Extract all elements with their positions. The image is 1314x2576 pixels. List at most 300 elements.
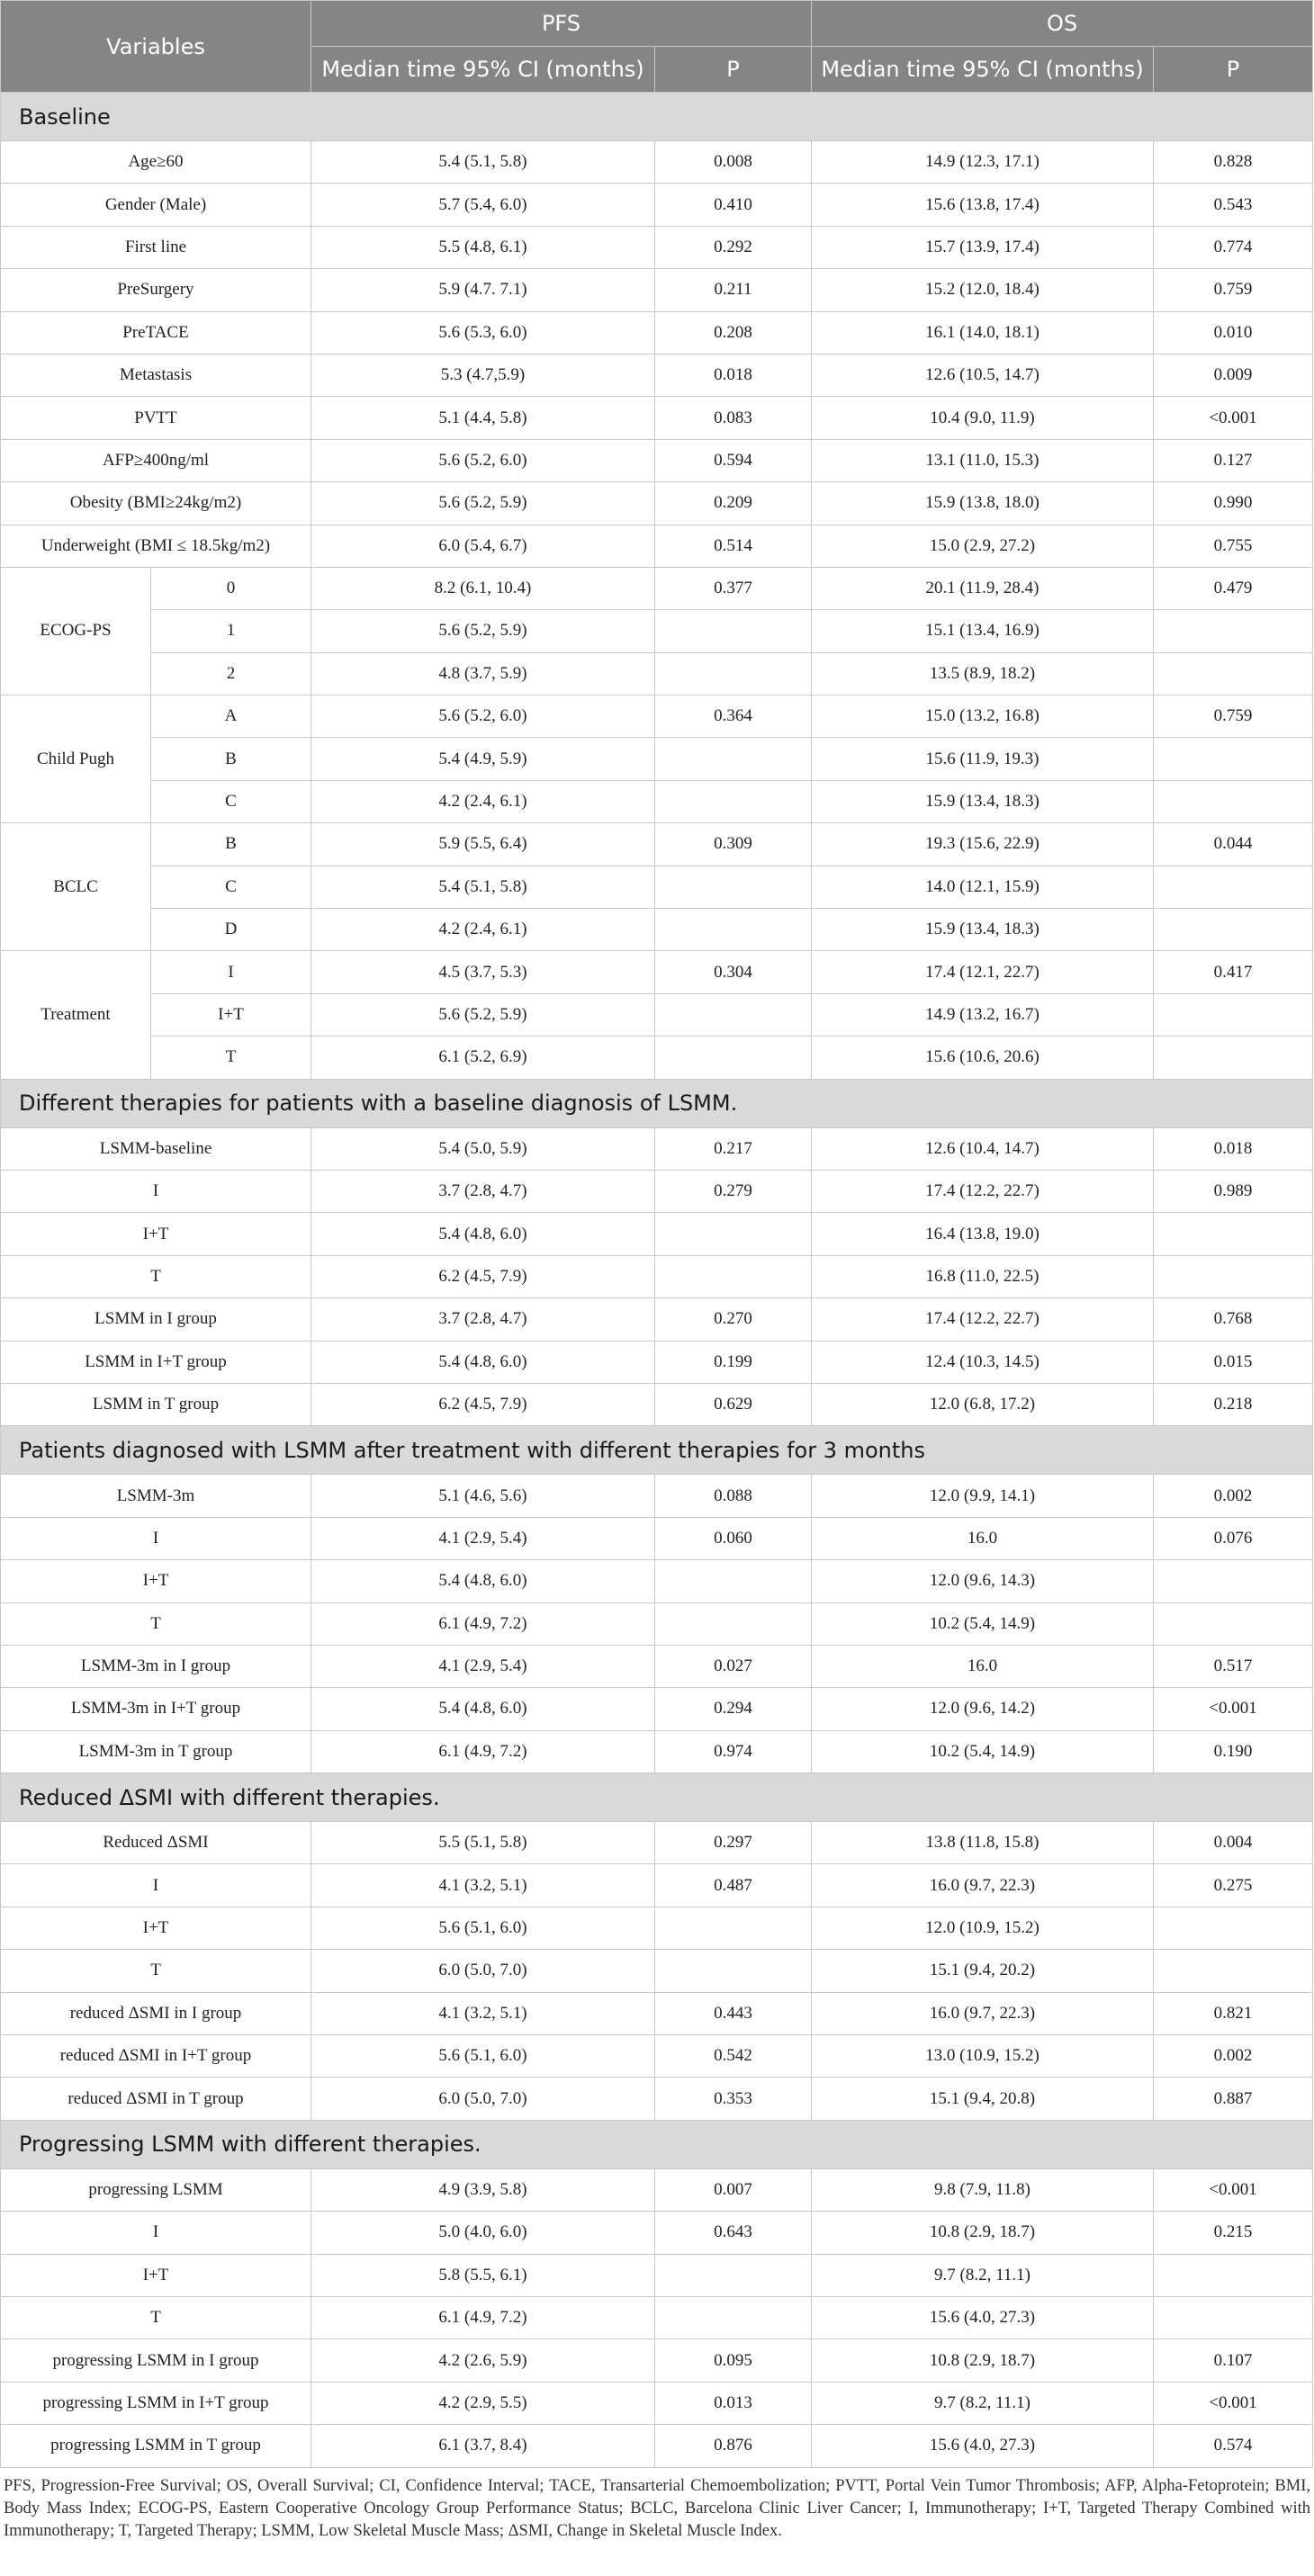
table-row bbox=[1, 1992, 1313, 2034]
table-row bbox=[1, 2382, 1313, 2424]
os-p-cell: <0.001 bbox=[1154, 1688, 1313, 1730]
os-p-cell bbox=[1154, 738, 1313, 780]
os-median-cell: 16.0 (9.7, 22.3) bbox=[812, 1992, 1154, 2034]
pfs-median-cell: 5.9 (5.5, 6.4) bbox=[311, 823, 655, 866]
pfs-p-cell: 0.292 bbox=[655, 226, 812, 268]
os-median-cell: 16.0 bbox=[812, 1645, 1154, 1687]
pfs-median-cell: 5.6 (5.2, 5.9) bbox=[311, 482, 655, 525]
pfs-p-cell: 0.304 bbox=[655, 951, 812, 993]
pfs-median-cell: 5.4 (5.1, 5.8) bbox=[311, 866, 655, 908]
os-p-cell: 0.574 bbox=[1154, 2425, 1313, 2467]
os-median-cell: 10.2 (5.4, 14.9) bbox=[812, 1602, 1154, 1645]
os-median-cell: 15.6 (11.9, 19.3) bbox=[812, 738, 1154, 780]
table-row bbox=[1, 2254, 1313, 2296]
table-row bbox=[1, 2035, 1313, 2078]
pfs-p-cell bbox=[655, 738, 812, 780]
os-p-cell: 0.821 bbox=[1154, 1992, 1313, 2034]
variable-label: Age≥60 bbox=[1, 141, 311, 184]
pfs-median-cell: 4.2 (2.6, 5.9) bbox=[311, 2339, 655, 2382]
pfs-median-cell: 5.6 (5.3, 6.0) bbox=[311, 311, 655, 354]
os-p-cell bbox=[1154, 1950, 1313, 1992]
table-row bbox=[1, 1645, 1313, 1687]
pfs-median-cell: 4.1 (2.9, 5.4) bbox=[311, 1517, 655, 1559]
os-median-cell: 10.8 (2.9, 18.7) bbox=[812, 2339, 1154, 2382]
table-row bbox=[1, 1864, 1313, 1907]
os-median-cell: 15.9 (13.4, 18.3) bbox=[812, 909, 1154, 951]
os-median-cell: 14.9 (12.3, 17.1) bbox=[812, 141, 1154, 184]
pfs-p-cell bbox=[655, 1255, 812, 1297]
os-median-cell: 15.6 (4.0, 27.3) bbox=[812, 2296, 1154, 2338]
os-p-cell bbox=[1154, 1037, 1313, 1079]
os-p-cell: 0.989 bbox=[1154, 1170, 1313, 1212]
header-os: OS bbox=[812, 1, 1313, 47]
variable-label: I bbox=[1, 2212, 311, 2254]
subgroup-label: I+T bbox=[151, 993, 311, 1036]
table-row bbox=[1, 1688, 1313, 1730]
variable-label: I+T bbox=[1, 2254, 311, 2296]
os-median-cell: 12.6 (10.4, 14.7) bbox=[812, 1127, 1154, 1170]
pfs-p-cell: 0.013 bbox=[655, 2382, 812, 2424]
table-row bbox=[1, 141, 1313, 184]
table-row bbox=[1, 1213, 1313, 1255]
table-row bbox=[1, 1950, 1313, 1992]
os-p-cell bbox=[1154, 610, 1313, 652]
pfs-p-cell: 0.027 bbox=[655, 1645, 812, 1687]
pfs-median-cell: 5.6 (5.2, 6.0) bbox=[311, 696, 655, 738]
pfs-p-cell: 0.208 bbox=[655, 311, 812, 354]
os-p-cell bbox=[1154, 652, 1313, 695]
os-median-cell: 15.1 (13.4, 16.9) bbox=[812, 610, 1154, 652]
table-row bbox=[1, 525, 1313, 567]
os-p-cell: 0.044 bbox=[1154, 823, 1313, 866]
table-row bbox=[1, 1037, 1313, 1079]
pfs-p-cell bbox=[655, 2254, 812, 2296]
section-title: Reduced ΔSMI with different therapies. bbox=[1, 1773, 1313, 1822]
pfs-p-cell: 0.217 bbox=[655, 1127, 812, 1170]
table-row bbox=[1, 1170, 1313, 1212]
os-median-cell: 14.0 (12.1, 15.9) bbox=[812, 866, 1154, 908]
os-median-cell: 16.0 bbox=[812, 1517, 1154, 1559]
variable-label: progressing LSMM in I group bbox=[1, 2339, 311, 2382]
pfs-p-cell: 0.309 bbox=[655, 823, 812, 866]
os-p-cell bbox=[1154, 2254, 1313, 2296]
section-title: Different therapies for patients with a baseline diagnosis of LSMM. bbox=[1, 1079, 1313, 1127]
pfs-p-cell bbox=[655, 1907, 812, 1949]
pfs-p-cell bbox=[655, 1560, 812, 1602]
os-median-cell: 20.1 (11.9, 28.4) bbox=[812, 567, 1154, 609]
os-p-cell: 0.517 bbox=[1154, 1645, 1313, 1687]
pfs-median-cell: 5.6 (5.2, 5.9) bbox=[311, 993, 655, 1036]
pfs-median-cell: 4.9 (3.9, 5.8) bbox=[311, 2168, 655, 2211]
variable-label: PVTT bbox=[1, 397, 311, 439]
pfs-median-cell: 6.2 (4.5, 7.9) bbox=[311, 1255, 655, 1297]
header-pfs-median: Median time 95% CI (months) bbox=[311, 47, 655, 93]
table-row bbox=[1, 866, 1313, 908]
table-row bbox=[1, 354, 1313, 396]
variable-label: I bbox=[1, 1517, 311, 1559]
os-median-cell: 14.9 (13.2, 16.7) bbox=[812, 993, 1154, 1036]
os-p-cell: 0.015 bbox=[1154, 1341, 1313, 1383]
table-row bbox=[1, 1822, 1313, 1864]
os-median-cell: 17.4 (12.2, 22.7) bbox=[812, 1170, 1154, 1212]
pfs-p-cell: 0.974 bbox=[655, 1730, 812, 1773]
os-p-cell bbox=[1154, 1602, 1313, 1645]
os-p-cell: 0.774 bbox=[1154, 226, 1313, 268]
table-row bbox=[1, 2339, 1313, 2382]
variable-label: progressing LSMM in I+T group bbox=[1, 2382, 311, 2424]
pfs-p-cell: 0.270 bbox=[655, 1298, 812, 1341]
table-row bbox=[1, 2425, 1313, 2467]
pfs-median-cell: 5.4 (5.0, 5.9) bbox=[311, 1127, 655, 1170]
os-median-cell: 15.6 (13.8, 17.4) bbox=[812, 184, 1154, 226]
pfs-median-cell: 4.8 (3.7, 5.9) bbox=[311, 652, 655, 695]
pfs-p-cell: 0.294 bbox=[655, 1688, 812, 1730]
subgroup-label: B bbox=[151, 823, 311, 866]
pfs-median-cell: 4.1 (3.2, 5.1) bbox=[311, 1992, 655, 2034]
variable-label: Reduced ΔSMI bbox=[1, 1822, 311, 1864]
os-median-cell: 17.4 (12.1, 22.7) bbox=[812, 951, 1154, 993]
table-row bbox=[1, 1517, 1313, 1559]
table-row bbox=[1, 439, 1313, 481]
os-median-cell: 15.9 (13.4, 18.3) bbox=[812, 780, 1154, 822]
variable-label: I+T bbox=[1, 1560, 311, 1602]
variable-label: LSMM-3m in I group bbox=[1, 1645, 311, 1687]
os-median-cell: 12.0 (9.6, 14.2) bbox=[812, 1688, 1154, 1730]
section-header-row bbox=[1, 1426, 1313, 1475]
pfs-median-cell: 5.6 (5.1, 6.0) bbox=[311, 1907, 655, 1949]
pfs-median-cell: 5.4 (4.8, 6.0) bbox=[311, 1560, 655, 1602]
os-p-cell: 0.990 bbox=[1154, 482, 1313, 525]
pfs-p-cell bbox=[655, 652, 812, 695]
pfs-p-cell: 0.594 bbox=[655, 439, 812, 481]
header-pfs-p: P bbox=[655, 47, 812, 93]
pfs-p-cell bbox=[655, 1037, 812, 1079]
os-p-cell bbox=[1154, 780, 1313, 822]
os-median-cell: 16.4 (13.8, 19.0) bbox=[812, 1213, 1154, 1255]
pfs-median-cell: 8.2 (6.1, 10.4) bbox=[311, 567, 655, 609]
table-footnote: PFS, Progression-Free Survival; OS, Overall Survival; CI, Confidence Interval; TACE, Transarterial Chemoembolization; PVTT, Portal Vein Tumor Thrombosis; AFP, Alpha-Fetoprotein; BMI, Body Mass Index; ECOG-PS, Eastern Cooperative Oncology Group Performance Status; BCLC, Barcelona Clinic Liver Cancer; I, Immunotherapy; I+T, Targeted Therapy Combined with Immunotherapy; T, Targeted Therapy; LSMM, Low Skeletal Muscle Mass; ΔSMI, Change in Skeletal Muscle Index. bbox=[4, 2476, 1310, 2540]
table-row bbox=[1, 993, 1313, 1036]
pfs-median-cell: 6.1 (3.7, 8.4) bbox=[311, 2425, 655, 2467]
variable-label: PreTACE bbox=[1, 311, 311, 354]
table-row bbox=[1, 1560, 1313, 1602]
table-row bbox=[1, 1298, 1313, 1341]
table-row bbox=[1, 2296, 1313, 2338]
variable-label: T bbox=[1, 1255, 311, 1297]
pfs-median-cell: 6.1 (4.9, 7.2) bbox=[311, 1730, 655, 1773]
pfs-p-cell bbox=[655, 1602, 812, 1645]
pfs-p-cell bbox=[655, 993, 812, 1036]
os-median-cell: 13.0 (10.9, 15.2) bbox=[812, 2035, 1154, 2078]
table-body bbox=[1, 93, 1313, 2468]
os-p-cell: 0.010 bbox=[1154, 311, 1313, 354]
table-row bbox=[1, 1730, 1313, 1773]
table-row bbox=[1, 652, 1313, 695]
pfs-p-cell: 0.377 bbox=[655, 567, 812, 609]
variable-label: I+T bbox=[1, 1907, 311, 1949]
pfs-median-cell: 5.4 (4.8, 6.0) bbox=[311, 1341, 655, 1383]
os-median-cell: 17.4 (12.2, 22.7) bbox=[812, 1298, 1154, 1341]
os-median-cell: 16.8 (11.0, 22.5) bbox=[812, 1255, 1154, 1297]
pfs-median-cell: 5.9 (4.7. 7.1) bbox=[311, 269, 655, 311]
table-row bbox=[1, 1475, 1313, 1517]
table-header bbox=[1, 1, 1313, 93]
subgroup-label: C bbox=[151, 866, 311, 908]
os-median-cell: 15.7 (13.9, 17.4) bbox=[812, 226, 1154, 268]
variable-label: PreSurgery bbox=[1, 269, 311, 311]
os-median-cell: 9.7 (8.2, 11.1) bbox=[812, 2382, 1154, 2424]
table-row bbox=[1, 311, 1313, 354]
table-row bbox=[1, 610, 1313, 652]
pfs-median-cell: 5.0 (4.0, 6.0) bbox=[311, 2212, 655, 2254]
pfs-p-cell: 0.088 bbox=[655, 1475, 812, 1517]
pfs-median-cell: 5.1 (4.4, 5.8) bbox=[311, 397, 655, 439]
subgroup-label: B bbox=[151, 738, 311, 780]
pfs-median-cell: 4.5 (3.7, 5.3) bbox=[311, 951, 655, 993]
subgroup-label: D bbox=[151, 909, 311, 951]
section-header-row bbox=[1, 1773, 1313, 1822]
variable-label: LSMM in T group bbox=[1, 1383, 311, 1425]
os-p-cell bbox=[1154, 1560, 1313, 1602]
pfs-p-cell bbox=[655, 780, 812, 822]
variable-label: AFP≥400ng/ml bbox=[1, 439, 311, 481]
os-median-cell: 12.0 (9.6, 14.3) bbox=[812, 1560, 1154, 1602]
variable-label: LSMM-3m in T group bbox=[1, 1730, 311, 1773]
pfs-p-cell: 0.643 bbox=[655, 2212, 812, 2254]
os-median-cell: 13.5 (8.9, 18.2) bbox=[812, 652, 1154, 695]
section-title: Progressing LSMM with different therapies. bbox=[1, 2120, 1313, 2168]
pfs-median-cell: 5.4 (4.8, 6.0) bbox=[311, 1213, 655, 1255]
os-median-cell: 15.0 (2.9, 27.2) bbox=[812, 525, 1154, 567]
pfs-p-cell: 0.514 bbox=[655, 525, 812, 567]
os-p-cell: 0.755 bbox=[1154, 525, 1313, 567]
variable-label: LSMM in I+T group bbox=[1, 1341, 311, 1383]
table-row bbox=[1, 1127, 1313, 1170]
table-row bbox=[1, 780, 1313, 822]
pfs-p-cell: 0.297 bbox=[655, 1822, 812, 1864]
pfs-p-cell: 0.018 bbox=[655, 354, 812, 396]
table-row bbox=[1, 738, 1313, 780]
os-p-cell: 0.759 bbox=[1154, 696, 1313, 738]
section-title: Baseline bbox=[1, 93, 1313, 141]
pfs-p-cell: 0.199 bbox=[655, 1341, 812, 1383]
os-p-cell: 0.218 bbox=[1154, 1383, 1313, 1425]
os-p-cell bbox=[1154, 1907, 1313, 1949]
table-row bbox=[1, 2078, 1313, 2120]
os-median-cell: 15.2 (12.0, 18.4) bbox=[812, 269, 1154, 311]
pfs-p-cell bbox=[655, 866, 812, 908]
os-p-cell: 0.127 bbox=[1154, 439, 1313, 481]
variable-label: I bbox=[1, 1864, 311, 1907]
table-row bbox=[1, 909, 1313, 951]
header-os-median: Median time 95% CI (months) bbox=[812, 47, 1154, 93]
header-variables: Variables bbox=[1, 1, 311, 93]
os-p-cell: 0.479 bbox=[1154, 567, 1313, 609]
table-row bbox=[1, 567, 1313, 609]
variable-label: LSMM-3m in I+T group bbox=[1, 1688, 311, 1730]
pfs-median-cell: 6.0 (5.0, 7.0) bbox=[311, 2078, 655, 2120]
pfs-p-cell: 0.443 bbox=[655, 1992, 812, 2034]
os-p-cell: 0.417 bbox=[1154, 951, 1313, 993]
os-median-cell: 15.9 (13.8, 18.0) bbox=[812, 482, 1154, 525]
os-p-cell: 0.107 bbox=[1154, 2339, 1313, 2382]
pfs-median-cell: 6.0 (5.4, 6.7) bbox=[311, 525, 655, 567]
pfs-median-cell: 4.1 (2.9, 5.4) bbox=[311, 1645, 655, 1687]
pfs-p-cell bbox=[655, 1950, 812, 1992]
table-row bbox=[1, 1907, 1313, 1949]
variable-label: Underweight (BMI ≤ 18.5kg/m2) bbox=[1, 525, 311, 567]
pfs-median-cell: 5.7 (5.4, 6.0) bbox=[311, 184, 655, 226]
os-p-cell: 0.768 bbox=[1154, 1298, 1313, 1341]
os-p-cell: 0.002 bbox=[1154, 2035, 1313, 2078]
table-row bbox=[1, 226, 1313, 268]
pfs-median-cell: 5.8 (5.5, 6.1) bbox=[311, 2254, 655, 2296]
variable-label: reduced ΔSMI in I+T group bbox=[1, 2035, 311, 2078]
pfs-median-cell: 5.5 (5.1, 5.8) bbox=[311, 1822, 655, 1864]
table-row bbox=[1, 696, 1313, 738]
variable-label: LSMM in I group bbox=[1, 1298, 311, 1341]
pfs-p-cell: 0.487 bbox=[655, 1864, 812, 1907]
pfs-median-cell: 6.0 (5.0, 7.0) bbox=[311, 1950, 655, 1992]
os-median-cell: 10.2 (5.4, 14.9) bbox=[812, 1730, 1154, 1773]
table-row bbox=[1, 2168, 1313, 2211]
os-median-cell: 10.4 (9.0, 11.9) bbox=[812, 397, 1154, 439]
table-row bbox=[1, 184, 1313, 226]
pfs-median-cell: 4.1 (3.2, 5.1) bbox=[311, 1864, 655, 1907]
os-p-cell: 0.004 bbox=[1154, 1822, 1313, 1864]
group-label: Treatment bbox=[1, 951, 151, 1079]
os-p-cell: <0.001 bbox=[1154, 2168, 1313, 2211]
pfs-p-cell: 0.542 bbox=[655, 2035, 812, 2078]
os-median-cell: 16.0 (9.7, 22.3) bbox=[812, 1864, 1154, 1907]
pfs-median-cell: 5.5 (4.8, 6.1) bbox=[311, 226, 655, 268]
pfs-median-cell: 5.1 (4.6, 5.6) bbox=[311, 1475, 655, 1517]
pfs-p-cell: 0.876 bbox=[655, 2425, 812, 2467]
table-row bbox=[1, 397, 1313, 439]
pfs-p-cell bbox=[655, 610, 812, 652]
variable-label: T bbox=[1, 2296, 311, 2338]
subgroup-label: 2 bbox=[151, 652, 311, 695]
os-p-cell: 0.190 bbox=[1154, 1730, 1313, 1773]
table-row bbox=[1, 482, 1313, 525]
table-row bbox=[1, 1341, 1313, 1383]
os-p-cell bbox=[1154, 1213, 1313, 1255]
section-header-row bbox=[1, 1079, 1313, 1127]
pfs-p-cell: 0.353 bbox=[655, 2078, 812, 2120]
section-header-row bbox=[1, 93, 1313, 141]
group-label: BCLC bbox=[1, 823, 151, 951]
os-median-cell: 16.1 (14.0, 18.1) bbox=[812, 311, 1154, 354]
pfs-median-cell: 6.1 (4.9, 7.2) bbox=[311, 2296, 655, 2338]
variable-label: Metastasis bbox=[1, 354, 311, 396]
subgroup-label: T bbox=[151, 1037, 311, 1079]
os-median-cell: 9.8 (7.9, 11.8) bbox=[812, 2168, 1154, 2211]
os-median-cell: 9.7 (8.2, 11.1) bbox=[812, 2254, 1154, 2296]
pfs-p-cell: 0.008 bbox=[655, 141, 812, 184]
os-p-cell bbox=[1154, 866, 1313, 908]
header-os-p: P bbox=[1154, 47, 1313, 93]
variable-label: Obesity (BMI≥24kg/m2) bbox=[1, 482, 311, 525]
os-median-cell: 12.0 (10.9, 15.2) bbox=[812, 1907, 1154, 1949]
os-median-cell: 12.4 (10.3, 14.5) bbox=[812, 1341, 1154, 1383]
table-row bbox=[1, 1602, 1313, 1645]
pfs-p-cell: 0.279 bbox=[655, 1170, 812, 1212]
os-median-cell: 13.1 (11.0, 15.3) bbox=[812, 439, 1154, 481]
subgroup-label: A bbox=[151, 696, 311, 738]
table-row bbox=[1, 951, 1313, 993]
os-median-cell: 13.8 (11.8, 15.8) bbox=[812, 1822, 1154, 1864]
os-p-cell: 0.009 bbox=[1154, 354, 1313, 396]
pfs-median-cell: 5.3 (4.7,5.9) bbox=[311, 354, 655, 396]
os-median-cell: 12.0 (9.9, 14.1) bbox=[812, 1475, 1154, 1517]
table-row bbox=[1, 1383, 1313, 1425]
os-p-cell bbox=[1154, 993, 1313, 1036]
variable-label: reduced ΔSMI in T group bbox=[1, 2078, 311, 2120]
os-p-cell: <0.001 bbox=[1154, 397, 1313, 439]
pfs-p-cell bbox=[655, 2296, 812, 2338]
variable-label: I+T bbox=[1, 1213, 311, 1255]
table-row bbox=[1, 269, 1313, 311]
pfs-p-cell: 0.410 bbox=[655, 184, 812, 226]
variable-label: First line bbox=[1, 226, 311, 268]
variable-label: LSMM-3m bbox=[1, 1475, 311, 1517]
os-p-cell: 0.828 bbox=[1154, 141, 1313, 184]
table-row bbox=[1, 2212, 1313, 2254]
os-median-cell: 15.6 (10.6, 20.6) bbox=[812, 1037, 1154, 1079]
section-header-row bbox=[1, 2120, 1313, 2168]
pfs-p-cell: 0.364 bbox=[655, 696, 812, 738]
pfs-median-cell: 5.4 (4.8, 6.0) bbox=[311, 1688, 655, 1730]
os-p-cell: 0.887 bbox=[1154, 2078, 1313, 2120]
group-label: Child Pugh bbox=[1, 696, 151, 823]
subgroup-label: 0 bbox=[151, 567, 311, 609]
os-median-cell: 10.8 (2.9, 18.7) bbox=[812, 2212, 1154, 2254]
os-p-cell: 0.076 bbox=[1154, 1517, 1313, 1559]
os-p-cell: 0.002 bbox=[1154, 1475, 1313, 1517]
os-p-cell: 0.018 bbox=[1154, 1127, 1313, 1170]
pfs-median-cell: 3.7 (2.8, 4.7) bbox=[311, 1298, 655, 1341]
os-p-cell: 0.275 bbox=[1154, 1864, 1313, 1907]
pfs-p-cell: 0.060 bbox=[655, 1517, 812, 1559]
pfs-median-cell: 5.6 (5.2, 6.0) bbox=[311, 439, 655, 481]
os-p-cell: 0.759 bbox=[1154, 269, 1313, 311]
variable-label: progressing LSMM in T group bbox=[1, 2425, 311, 2467]
pfs-median-cell: 3.7 (2.8, 4.7) bbox=[311, 1170, 655, 1212]
os-p-cell bbox=[1154, 1255, 1313, 1297]
pfs-p-cell: 0.083 bbox=[655, 397, 812, 439]
variable-label: T bbox=[1, 1950, 311, 1992]
pfs-p-cell: 0.007 bbox=[655, 2168, 812, 2211]
pfs-median-cell: 6.1 (5.2, 6.9) bbox=[311, 1037, 655, 1079]
os-median-cell: 15.0 (13.2, 16.8) bbox=[812, 696, 1154, 738]
variable-label: progressing LSMM bbox=[1, 2168, 311, 2211]
os-median-cell: 15.1 (9.4, 20.8) bbox=[812, 2078, 1154, 2120]
pfs-p-cell bbox=[655, 909, 812, 951]
variable-label: reduced ΔSMI in I group bbox=[1, 1992, 311, 2034]
os-p-cell bbox=[1154, 909, 1313, 951]
table-row bbox=[1, 823, 1313, 866]
subgroup-label: I bbox=[151, 951, 311, 993]
subgroup-label: C bbox=[151, 780, 311, 822]
table-row bbox=[1, 1255, 1313, 1297]
pfs-median-cell: 5.4 (5.1, 5.8) bbox=[311, 141, 655, 184]
os-median-cell: 15.1 (9.4, 20.2) bbox=[812, 1950, 1154, 1992]
os-p-cell bbox=[1154, 2296, 1313, 2338]
pfs-p-cell: 0.629 bbox=[655, 1383, 812, 1425]
pfs-p-cell: 0.095 bbox=[655, 2339, 812, 2382]
os-p-cell: 0.543 bbox=[1154, 184, 1313, 226]
pfs-median-cell: 4.2 (2.4, 6.1) bbox=[311, 909, 655, 951]
